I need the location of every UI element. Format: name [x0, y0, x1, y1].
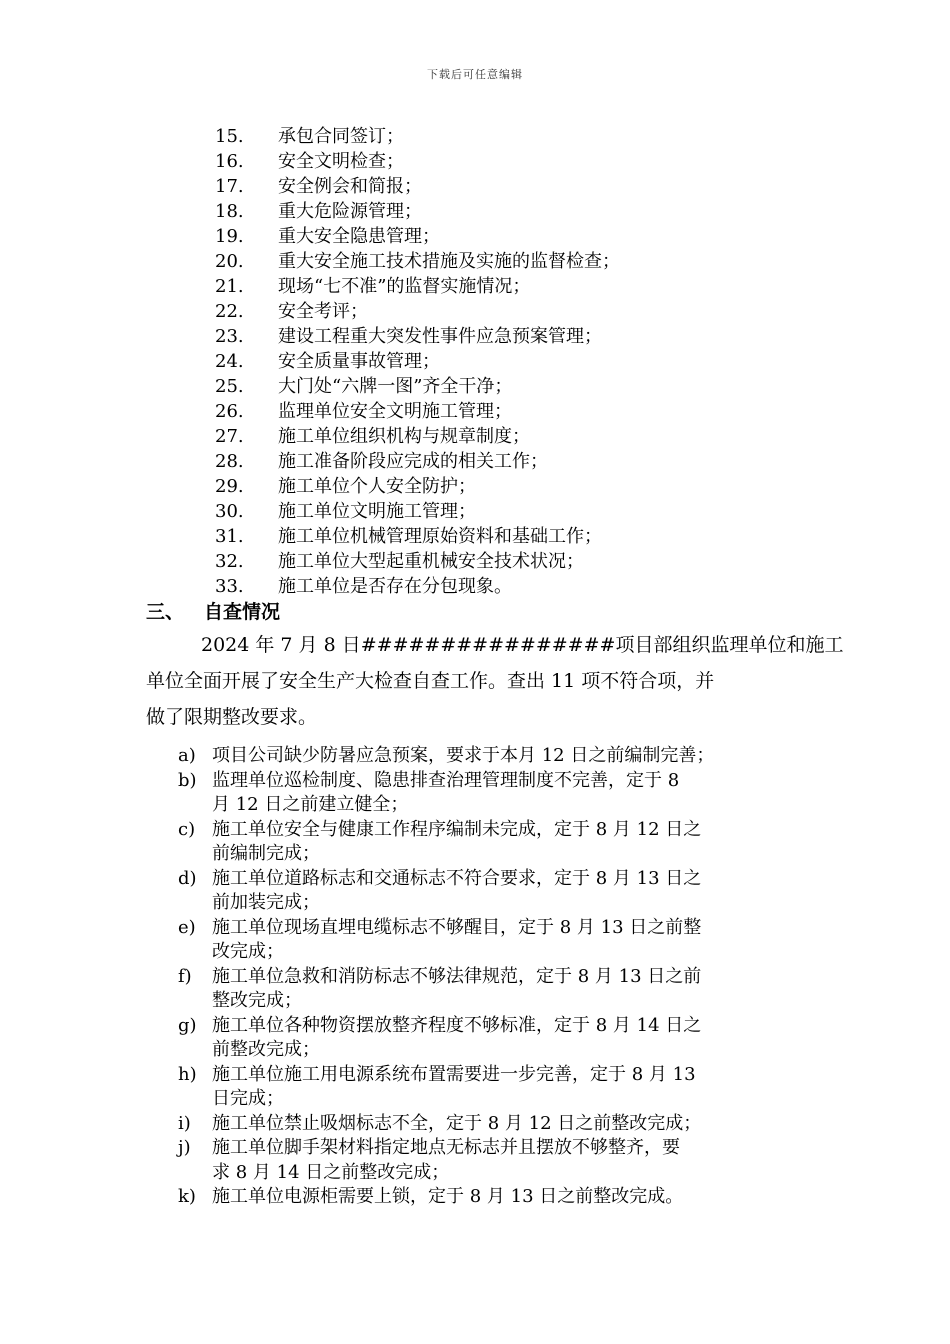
item-label: h): [178, 1063, 197, 1085]
paragraph-line: 做了限期整改要求。: [146, 706, 318, 728]
item-number: 15.: [215, 126, 244, 147]
item-number: 25.: [215, 376, 244, 397]
list-item: [215, 124, 620, 149]
list-item: [215, 549, 620, 574]
item-line: 施工单位现场直埋电缆标志不够醒目，定于 8 月 13 日之前整: [212, 916, 702, 938]
item-label: a): [178, 745, 196, 766]
item-number: 23.: [215, 326, 244, 347]
item-text: 施工单位组织机构与规章制度；: [278, 426, 530, 447]
body-paragraph: [146, 627, 844, 735]
item-text: 施工单位文明施工管理；: [278, 501, 476, 522]
list-item: [215, 374, 620, 399]
item-text: 施工单位机械管理原始资料和基础工作；: [278, 526, 602, 547]
item-number: 33.: [215, 576, 244, 597]
item-line: 求 8 月 14 日之前整改完成；: [212, 1161, 450, 1183]
item-label: j): [178, 1137, 191, 1158]
item-label: g): [178, 1014, 197, 1036]
item-text: 安全考评；: [278, 301, 368, 322]
item-text: 监理单位安全文明施工管理；: [278, 401, 512, 422]
item-text: 大门处“六牌一图”齐全干净；: [278, 376, 513, 397]
numbered-list: [215, 124, 620, 599]
list-item: [215, 524, 620, 549]
list-item: [178, 1063, 818, 1112]
item-label: b): [178, 769, 197, 791]
item-text: 重大安全施工技术措施及实施的监督检查；: [278, 251, 620, 272]
page-header: 下载后可任意编辑: [427, 68, 523, 81]
paragraph-line: 2024 年 7 月 8 日################项目部组织监理单位和施工: [201, 634, 844, 656]
item-text: 重大危险源管理；: [278, 201, 422, 222]
list-item: [178, 769, 818, 818]
item-text: 安全质量事故管理；: [278, 351, 440, 372]
item-number: 20.: [215, 251, 244, 272]
item-line: 前加装完成；: [212, 892, 320, 913]
list-item: [178, 1112, 818, 1137]
list-item: [178, 1136, 818, 1185]
section-title: 自查情况: [204, 601, 281, 623]
paragraph-line: 单位全面开展了安全生产大检查自查工作。查出 11 项不符合项，并: [146, 670, 715, 692]
list-item: [178, 744, 818, 769]
list-item: [215, 424, 620, 449]
item-text: 施工单位大型起重机械安全技术状况；: [278, 551, 584, 572]
list-item: [215, 574, 620, 599]
list-item: [178, 916, 818, 965]
list-item: [215, 149, 620, 174]
item-line: 施工单位禁止吸烟标志不全，定于 8 月 12 日之前整改完成；: [212, 1112, 702, 1134]
item-text: 安全文明检查；: [278, 151, 404, 172]
item-number: 26.: [215, 401, 244, 422]
item-label: k): [178, 1186, 196, 1207]
list-item: [178, 867, 818, 916]
item-label: i): [178, 1112, 191, 1134]
item-line: 施工单位脚手架材料指定地点无标志并且摆放不够整齐，要: [212, 1137, 680, 1158]
list-item: [215, 199, 620, 224]
item-number: 21.: [215, 276, 244, 297]
item-line: 前整改完成；: [212, 1039, 320, 1060]
list-item: [215, 449, 620, 474]
item-number: 19.: [215, 226, 244, 247]
item-text: 安全例会和简报；: [278, 176, 422, 197]
item-number: 18.: [215, 201, 244, 222]
item-text: 施工单位个人安全防护；: [278, 476, 476, 497]
list-item: [215, 274, 620, 299]
item-line: 施工单位施工用电源系统布置需要进一步完善，定于 8 月 13: [212, 1063, 696, 1085]
list-item: [215, 349, 620, 374]
item-line: 施工单位急救和消防标志不够法律规范，定于 8 月 13 日之前: [212, 965, 702, 987]
item-number: 24.: [215, 351, 244, 372]
item-text: 现场“七不准”的监督实施情况；: [278, 276, 531, 297]
item-label: c): [178, 818, 196, 840]
item-label: f): [178, 965, 192, 987]
item-line: 施工单位道路标志和交通标志不符合要求，定于 8 月 13 日之: [212, 867, 702, 889]
item-number: 28.: [215, 451, 244, 472]
list-item: [215, 474, 620, 499]
item-number: 17.: [215, 176, 244, 197]
section-number: 三、: [146, 601, 185, 623]
list-item: [178, 818, 818, 867]
item-line: 整改完成；: [212, 990, 302, 1011]
item-number: 29.: [215, 476, 244, 497]
item-number: 27.: [215, 426, 244, 447]
item-text: 建设工程重大突发性事件应急预案管理；: [278, 326, 602, 347]
item-line: 监理单位巡检制度、隐患排查治理管理制度不完善，定于 8: [212, 769, 680, 791]
list-item: [215, 174, 620, 199]
item-line: 施工单位电源柜需要上锁，定于 8 月 13 日之前整改完成。: [212, 1186, 684, 1207]
item-line: 日完成；: [212, 1088, 284, 1109]
list-item: [215, 399, 620, 424]
item-text: 施工单位是否存在分包现象。: [278, 576, 512, 597]
list-item: [178, 1185, 818, 1210]
item-label: e): [178, 916, 196, 938]
item-number: 16.: [215, 151, 244, 172]
list-item: [178, 965, 818, 1014]
item-number: 31.: [215, 526, 244, 547]
section-heading: [146, 598, 280, 626]
item-line: 改完成；: [212, 941, 284, 962]
list-item: [215, 224, 620, 249]
item-line: 前编制完成；: [212, 843, 320, 864]
item-number: 22.: [215, 301, 244, 322]
item-line: 施工单位安全与健康工作程序编制未完成，定于 8 月 12 日之: [212, 818, 702, 840]
list-item: [215, 249, 620, 274]
item-number: 30.: [215, 501, 244, 522]
lettered-list: [178, 744, 818, 1210]
list-item: [215, 299, 620, 324]
item-text: 承包合同签订；: [278, 126, 404, 147]
item-text: 重大安全隐患管理；: [278, 226, 440, 247]
item-line: 施工单位各种物资摆放整齐程度不够标准，定于 8 月 14 日之: [212, 1014, 702, 1036]
item-label: d): [178, 867, 197, 889]
item-number: 32.: [215, 551, 244, 572]
item-line: 项目公司缺少防暑应急预案，要求于本月 12 日之前编制完善；: [212, 745, 715, 766]
item-text: 施工准备阶段应完成的相关工作；: [278, 451, 548, 472]
item-line: 月 12 日之前建立健全；: [212, 794, 409, 815]
list-item: [215, 324, 620, 349]
list-item: [215, 499, 620, 524]
list-item: [178, 1014, 818, 1063]
